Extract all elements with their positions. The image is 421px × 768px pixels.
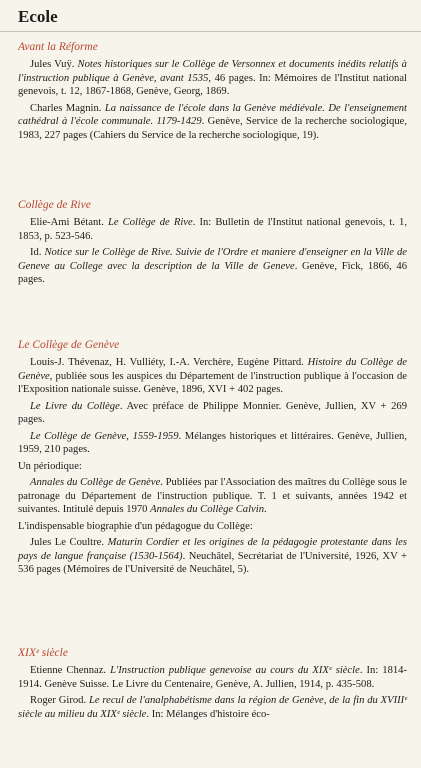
bibliography-entry [18, 460, 407, 474]
entry-title: Le Livre du Collège [30, 400, 120, 412]
section [18, 40, 407, 145]
entry-author: Jules Vuÿ. [30, 59, 78, 70]
entry-author: Charles Magnin. [30, 102, 105, 114]
entry-title: La naissance de l'école dans la Genève médiévale. De l'enseignement cathédral à l'école communale. 1179-1429 [18, 102, 408, 127]
title-divider [0, 31, 421, 32]
entry-details: , 46 pages. In: Mémoires de l'Institut national genevois, t. 12, 1867-1868, Genève, Georg, 1869. [18, 72, 407, 97]
section [18, 646, 407, 724]
entry-author: Louis-J. Thévenaz, H. Vulliéty, I.-A. Verchère, Eugène Pittard. [30, 357, 308, 368]
entry-details: . Genève, Fick, 1866, 46 pages. [18, 260, 407, 285]
page-title: Ecole [18, 7, 58, 26]
bibliography-entry [18, 246, 407, 287]
entry-title: Annales du Collège Calvin [150, 504, 264, 515]
section-heading: XIXᵉ siècle [18, 647, 68, 659]
section-heading: Collège de Rive [18, 199, 91, 211]
entry-title: Annales du Collège de Genève [30, 477, 161, 488]
section-heading: Avant la Réforme [18, 41, 98, 53]
entry-title: Maturin Cordier et les origines de la pédagogie protestante dans les pays de langue française (1530-1564) [18, 537, 407, 562]
bibliography-entry [18, 520, 407, 534]
entry-author: Un périodique: [18, 460, 82, 472]
entry-title: Notice sur le Collège de Rive. Suivie de l'Ordre et maniere d'enseigner en la Ville de Geneve au College avec la description de la Ville de Geneve [18, 247, 407, 272]
bibliography-entry [18, 58, 407, 99]
entry-title: Notes historiques sur le Collège de Versonnex et documents inédits relatifs à l'instruction publique à Genève, avant 1535 [18, 59, 407, 84]
entry-details: . In: Bulletin de l'Institut national genevois, t. 1, 1853, p. 523-546. [18, 217, 408, 242]
entry-title: Le Collège de Rive [107, 217, 193, 228]
entry-author: Roger Girod. [30, 695, 89, 706]
bibliography-entry [18, 476, 407, 517]
section [18, 338, 407, 580]
bibliography-entry [18, 102, 407, 143]
entry-details: . Avec préface de Philippe Monnier. Genève, Jullien, XV + 269 pages. [18, 400, 407, 425]
entry-details: . In: Mélanges d'histoire éco- [146, 708, 270, 720]
entry-details: . Publiées par l'Association des maîtres du Collège sous le patronage du Département de l'instruction publique. T. 1 et suivants, années 1942 et suivantes. Intitulé depuis 1970 [18, 477, 407, 515]
entry-author: Jules Le Coultre. [30, 537, 108, 548]
entry-author: Etienne Chennaz. [30, 665, 111, 676]
bibliography-entry [18, 356, 407, 397]
bibliography-entry [18, 664, 407, 691]
section [18, 198, 407, 290]
entry-author: Id. [30, 247, 45, 258]
bibliography-entry [18, 430, 407, 457]
entry-details: . Neuchâtel, Secrétariat de l'Université, 1926, XV + 536 pages (Mémoires de l'Université de Neuchâtel, 5). [18, 550, 407, 575]
entry-details: , publiée sous les auspices du Département de l'instruction publique à l'occasion de l'Exposition nationale suisse. Genève, 1896, XVI + 402 pages. [18, 370, 407, 395]
bibliography-entry [18, 536, 407, 577]
entry-title: Le Collège de Genève, 1559-1959 [30, 430, 179, 442]
entry-details: . Mélanges historiques et littéraires. Genève, Jullien, 1959, 210 pages. [18, 430, 407, 455]
bibliography-entry [18, 694, 407, 721]
entry-title: L'Instruction publique genevoise au cours du XIXᵉ siècle [110, 665, 360, 676]
entry-title: Histoire du Collège de Genève [18, 357, 407, 382]
bibliography-entry [18, 400, 407, 427]
entry-author: L'indispensable biographie d'un pédagogue du Collège: [18, 520, 253, 532]
entry-author: Elie-Ami Bétant. [30, 217, 108, 228]
bibliography-entry [18, 216, 407, 243]
entry-title: Le recul de l'analphabétisme dans la région de Genève, de la fin du XVIIIᵉ siècle au milieu du XIXᵉ siècle [18, 695, 407, 720]
entry-details: . Genève, Service de la recherche sociologique, 1983, 227 pages (Cahiers du Service de la recherche sociologique, 19). [18, 116, 407, 141]
entry-details: . [264, 504, 267, 515]
entry-details: . In: 1814-1914. Genève Suisse. Le Livre du Centenaire, Genève, A. Jullien, 1914, p. 435-508. [18, 665, 407, 690]
section-heading: Le Collège de Genève [18, 339, 120, 351]
